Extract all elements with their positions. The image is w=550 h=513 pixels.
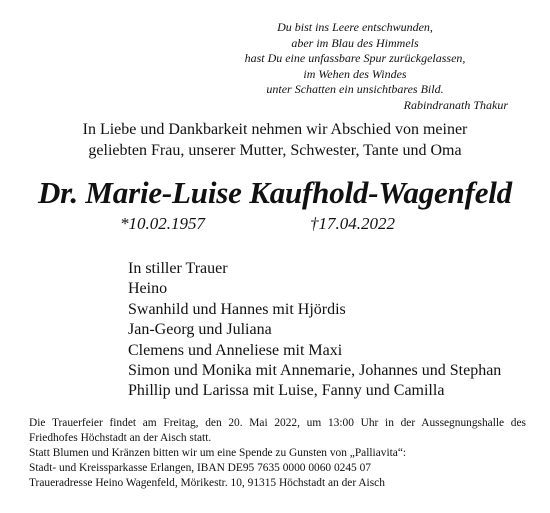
mourner-line: Jan-Georg und Juliana [128, 321, 272, 339]
death-date: †17.04.2022 [310, 214, 395, 233]
footer-info [29, 416, 533, 491]
intro-text [0, 119, 550, 161]
poem [0, 20, 550, 112]
intro-line: In Liebe und Dankbarkeit nehmen wir Abschied von meiner [82, 121, 468, 138]
poem-line: hast Du eine unfassbare Spur zurückgelassen, [244, 51, 466, 65]
poem-line: unter Schatten ein unsichtbares Bild. [266, 82, 444, 96]
poem-line: aber im Blau des Himmels [291, 35, 419, 50]
mourner-line: Swanhild und Hannes mit Hjördis [128, 300, 346, 318]
birth-date: *10.02.1957 [120, 214, 205, 233]
ceremony-info-line: Friedhofes Höchstadt an der Aisch statt. [29, 432, 212, 444]
poem-author: Rabindranath Thakur [403, 98, 508, 112]
mourner-line: Heino [128, 280, 168, 298]
ceremony-info-line: Die Trauerfeier findet am Freitag, den 20. Mai 2022, um 13:00 Uhr in der Aussegnungshalle des [29, 417, 526, 429]
mourner-line: Clemens und Anneliese mit Maxi [128, 341, 343, 359]
poem-line: Du bist ins Leere entschwunden, [277, 20, 433, 34]
intro-line: geliebten Frau, unserer Mutter, Schwester, Tante und Oma [88, 142, 462, 159]
mourning-address: Traueradresse Heino Wagenfeld, Mörikestr. 10, 91315 Höchstadt an der Aisch [29, 477, 385, 489]
donation-info: Statt Blumen und Kränzen bitten wir um eine Spende zu Gunsten von „Palliavita“: [29, 447, 407, 459]
mourner-line: In stiller Trauer [128, 260, 228, 277]
poem-line: im Wehen des Windes [303, 66, 407, 81]
mourner-line: Phillip und Larissa mit Luise, Fanny und Camilla [128, 382, 445, 400]
mourner-line: Simon und Monika mit Annemarie, Johannes und Stephan [128, 362, 502, 380]
bank-details: Stadt- und Kreissparkasse Erlangen, IBAN DE95 7635 0000 0060 0245 07 [29, 462, 371, 474]
deceased-name: Dr. Marie-Luise Kaufhold-Wagenfeld [37, 175, 512, 210]
mourners-list [128, 259, 501, 402]
